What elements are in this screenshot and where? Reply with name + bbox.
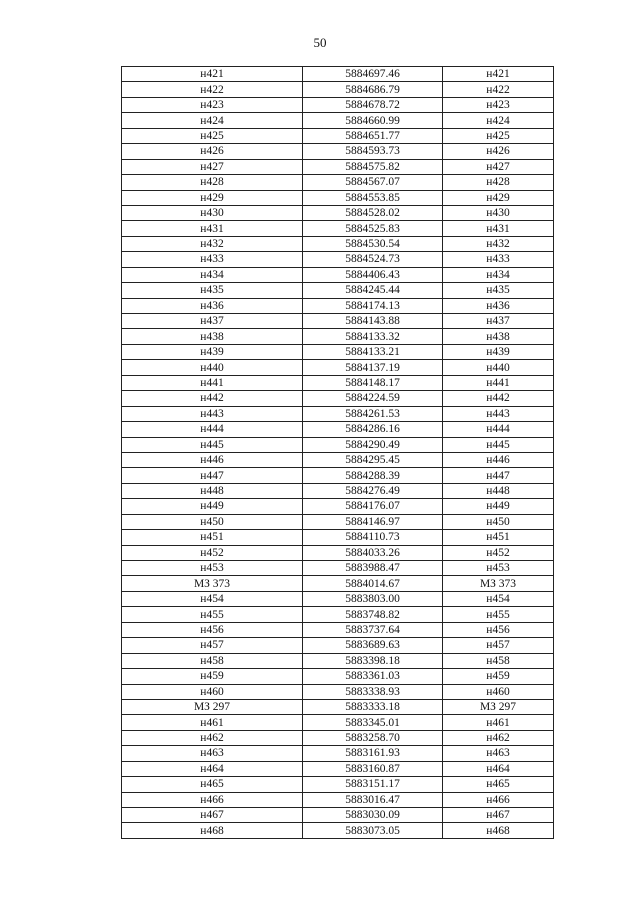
coordinate-cell: 5884276.49: [303, 483, 443, 498]
point-id-end-cell: н421: [443, 67, 554, 82]
coordinate-cell: 5883737.64: [303, 622, 443, 637]
point-id-end-cell: н458: [443, 653, 554, 668]
point-id-end-cell: н441: [443, 375, 554, 390]
point-id-end-cell: н461: [443, 715, 554, 730]
point-id-cell: н442: [122, 391, 303, 406]
point-id-cell: н444: [122, 422, 303, 437]
coordinate-cell: 5883398.18: [303, 653, 443, 668]
point-id-end-cell: н439: [443, 344, 554, 359]
page-number: 50: [313, 35, 327, 50]
coordinate-cell: 5884686.79: [303, 82, 443, 97]
point-id-end-cell: н464: [443, 761, 554, 776]
coordinate-cell: 5884651.77: [303, 128, 443, 143]
coordinate-cell: 5884678.72: [303, 97, 443, 112]
coordinate-cell: 5884110.73: [303, 530, 443, 545]
point-id-cell: н432: [122, 236, 303, 251]
point-id-cell: н450: [122, 514, 303, 529]
point-id-cell: н453: [122, 561, 303, 576]
point-id-cell: н455: [122, 607, 303, 622]
point-id-cell: н423: [122, 97, 303, 112]
table-row: [122, 699, 554, 714]
point-id-cell: н433: [122, 252, 303, 267]
coordinates-table: [121, 66, 554, 839]
point-id-end-cell: н465: [443, 777, 554, 792]
point-id-cell: н461: [122, 715, 303, 730]
point-id-end-cell: н450: [443, 514, 554, 529]
point-id-cell: н441: [122, 375, 303, 390]
coordinate-cell: 5884033.26: [303, 545, 443, 560]
table-row: [122, 499, 554, 514]
table-row: [122, 607, 554, 622]
table-row: [122, 113, 554, 128]
point-id-cell: н425: [122, 128, 303, 143]
point-id-end-cell: н440: [443, 360, 554, 375]
table-row: [122, 391, 554, 406]
coordinate-cell: 5884593.73: [303, 144, 443, 159]
point-id-cell: н426: [122, 144, 303, 159]
point-id-end-cell: н424: [443, 113, 554, 128]
table-row: [122, 175, 554, 190]
point-id-cell: н456: [122, 622, 303, 637]
coordinate-cell: 5884261.53: [303, 406, 443, 421]
table-row: [122, 221, 554, 236]
table-row: [122, 669, 554, 684]
coordinate-cell: 5884146.97: [303, 514, 443, 529]
table-row: [122, 144, 554, 159]
point-id-cell: н449: [122, 499, 303, 514]
coordinate-cell: 5884567.07: [303, 175, 443, 190]
coordinate-cell: 5884553.85: [303, 190, 443, 205]
point-id-end-cell: н429: [443, 190, 554, 205]
point-id-end-cell: н446: [443, 452, 554, 467]
coordinate-cell: 5884660.99: [303, 113, 443, 128]
point-id-end-cell: н453: [443, 561, 554, 576]
point-id-end-cell: н437: [443, 314, 554, 329]
coordinate-cell: 5884148.17: [303, 375, 443, 390]
point-id-end-cell: н443: [443, 406, 554, 421]
coordinate-cell: 5883073.05: [303, 823, 443, 838]
point-id-end-cell: н451: [443, 530, 554, 545]
coordinate-cell: 5883333.18: [303, 699, 443, 714]
coordinate-cell: 5883161.93: [303, 746, 443, 761]
point-id-end-cell: МЗ 373: [443, 576, 554, 591]
point-id-cell: н452: [122, 545, 303, 560]
point-id-end-cell: н448: [443, 483, 554, 498]
table-row: [122, 823, 554, 838]
point-id-cell: МЗ 373: [122, 576, 303, 591]
point-id-end-cell: н432: [443, 236, 554, 251]
point-id-end-cell: н456: [443, 622, 554, 637]
coordinate-cell: 5883988.47: [303, 561, 443, 576]
table-row: [122, 236, 554, 251]
coordinate-cell: 5884524.73: [303, 252, 443, 267]
point-id-end-cell: н422: [443, 82, 554, 97]
point-id-end-cell: н444: [443, 422, 554, 437]
point-id-cell: н448: [122, 483, 303, 498]
coordinate-cell: 5884133.21: [303, 344, 443, 359]
table-row: [122, 452, 554, 467]
table-row: [122, 283, 554, 298]
table-row: [122, 730, 554, 745]
point-id-cell: н435: [122, 283, 303, 298]
coordinate-cell: 5883338.93: [303, 684, 443, 699]
coordinate-cell: 5883748.82: [303, 607, 443, 622]
point-id-cell: н445: [122, 437, 303, 452]
table-row: [122, 190, 554, 205]
point-id-end-cell: МЗ 297: [443, 699, 554, 714]
coordinate-cell: 5883258.70: [303, 730, 443, 745]
table-row: [122, 360, 554, 375]
point-id-end-cell: н435: [443, 283, 554, 298]
table-row: [122, 67, 554, 82]
table-row: [122, 638, 554, 653]
point-id-end-cell: н454: [443, 591, 554, 606]
coordinate-cell: 5884245.44: [303, 283, 443, 298]
table-row: [122, 298, 554, 313]
point-id-cell: н424: [122, 113, 303, 128]
point-id-end-cell: н433: [443, 252, 554, 267]
point-id-cell: н440: [122, 360, 303, 375]
coordinate-cell: 5884014.67: [303, 576, 443, 591]
coordinate-cell: 5883016.47: [303, 792, 443, 807]
point-id-end-cell: н427: [443, 159, 554, 174]
coordinate-cell: 5884174.13: [303, 298, 443, 313]
coordinate-cell: 5884137.19: [303, 360, 443, 375]
coordinate-cell: 5883361.03: [303, 669, 443, 684]
point-id-cell: н463: [122, 746, 303, 761]
table-row: [122, 653, 554, 668]
point-id-end-cell: н463: [443, 746, 554, 761]
coordinate-cell: 5883689.63: [303, 638, 443, 653]
point-id-cell: н468: [122, 823, 303, 838]
coordinate-cell: 5884295.45: [303, 452, 443, 467]
point-id-cell: н465: [122, 777, 303, 792]
table-row: [122, 314, 554, 329]
point-id-end-cell: н459: [443, 669, 554, 684]
coordinate-cell: 5884176.07: [303, 499, 443, 514]
table-row: [122, 622, 554, 637]
coordinate-cell: 5883160.87: [303, 761, 443, 776]
point-id-cell: н464: [122, 761, 303, 776]
table-row: [122, 777, 554, 792]
point-id-end-cell: н423: [443, 97, 554, 112]
point-id-cell: н454: [122, 591, 303, 606]
table-row: [122, 252, 554, 267]
table-row: [122, 267, 554, 282]
coordinate-cell: 5884133.32: [303, 329, 443, 344]
point-id-cell: н436: [122, 298, 303, 313]
coordinate-cell: 5884525.83: [303, 221, 443, 236]
coordinate-cell: 5884406.43: [303, 267, 443, 282]
point-id-cell: н429: [122, 190, 303, 205]
point-id-end-cell: н449: [443, 499, 554, 514]
point-id-end-cell: н466: [443, 792, 554, 807]
coordinate-cell: 5884528.02: [303, 205, 443, 220]
point-id-cell: МЗ 297: [122, 699, 303, 714]
point-id-cell: н427: [122, 159, 303, 174]
point-id-cell: н434: [122, 267, 303, 282]
table-row: [122, 808, 554, 823]
point-id-cell: н459: [122, 669, 303, 684]
coordinate-cell: 5883030.09: [303, 808, 443, 823]
point-id-end-cell: н436: [443, 298, 554, 313]
table-row: [122, 545, 554, 560]
point-id-cell: н437: [122, 314, 303, 329]
point-id-cell: н438: [122, 329, 303, 344]
point-id-cell: н430: [122, 205, 303, 220]
point-id-cell: н457: [122, 638, 303, 653]
table-row: [122, 406, 554, 421]
table-row: [122, 530, 554, 545]
point-id-cell: н458: [122, 653, 303, 668]
table-row: [122, 792, 554, 807]
coordinate-cell: 5884143.88: [303, 314, 443, 329]
table-row: [122, 375, 554, 390]
point-id-cell: н460: [122, 684, 303, 699]
table-row: [122, 128, 554, 143]
table-row: [122, 97, 554, 112]
point-id-end-cell: н428: [443, 175, 554, 190]
coordinate-cell: 5884224.59: [303, 391, 443, 406]
point-id-end-cell: н447: [443, 468, 554, 483]
coordinate-cell: 5884575.82: [303, 159, 443, 174]
point-id-end-cell: н438: [443, 329, 554, 344]
table-row: [122, 344, 554, 359]
point-id-cell: н428: [122, 175, 303, 190]
table-row: [122, 82, 554, 97]
table-row: [122, 159, 554, 174]
table-row: [122, 205, 554, 220]
table-row: [122, 468, 554, 483]
table-row: [122, 422, 554, 437]
table-row: [122, 483, 554, 498]
point-id-cell: н466: [122, 792, 303, 807]
point-id-end-cell: н442: [443, 391, 554, 406]
point-id-cell: н421: [122, 67, 303, 82]
table-row: [122, 561, 554, 576]
coordinate-cell: 5884530.54: [303, 236, 443, 251]
table-row: [122, 684, 554, 699]
point-id-cell: н462: [122, 730, 303, 745]
point-id-end-cell: н467: [443, 808, 554, 823]
coordinate-cell: 5884697.46: [303, 67, 443, 82]
coordinate-cell: 5884290.49: [303, 437, 443, 452]
point-id-end-cell: н431: [443, 221, 554, 236]
point-id-end-cell: н460: [443, 684, 554, 699]
point-id-end-cell: н462: [443, 730, 554, 745]
table-row: [122, 514, 554, 529]
point-id-end-cell: н445: [443, 437, 554, 452]
table-row: [122, 437, 554, 452]
point-id-end-cell: н455: [443, 607, 554, 622]
table-row: [122, 746, 554, 761]
point-id-end-cell: н468: [443, 823, 554, 838]
coordinate-cell: 5883151.17: [303, 777, 443, 792]
point-id-end-cell: н457: [443, 638, 554, 653]
table-row: [122, 591, 554, 606]
point-id-end-cell: н434: [443, 267, 554, 282]
point-id-cell: н422: [122, 82, 303, 97]
point-id-cell: н451: [122, 530, 303, 545]
coordinate-cell: 5883803.00: [303, 591, 443, 606]
point-id-end-cell: н426: [443, 144, 554, 159]
point-id-cell: н467: [122, 808, 303, 823]
point-id-cell: н446: [122, 452, 303, 467]
point-id-end-cell: н452: [443, 545, 554, 560]
coordinate-cell: 5883345.01: [303, 715, 443, 730]
coordinates-table-body: [122, 67, 554, 839]
coordinate-cell: 5884286.16: [303, 422, 443, 437]
table-row: [122, 576, 554, 591]
point-id-cell: н431: [122, 221, 303, 236]
table-row: [122, 761, 554, 776]
table-row: [122, 329, 554, 344]
point-id-cell: н447: [122, 468, 303, 483]
table-row: [122, 715, 554, 730]
point-id-end-cell: н425: [443, 128, 554, 143]
point-id-cell: н443: [122, 406, 303, 421]
point-id-cell: н439: [122, 344, 303, 359]
coordinate-cell: 5884288.39: [303, 468, 443, 483]
point-id-end-cell: н430: [443, 205, 554, 220]
